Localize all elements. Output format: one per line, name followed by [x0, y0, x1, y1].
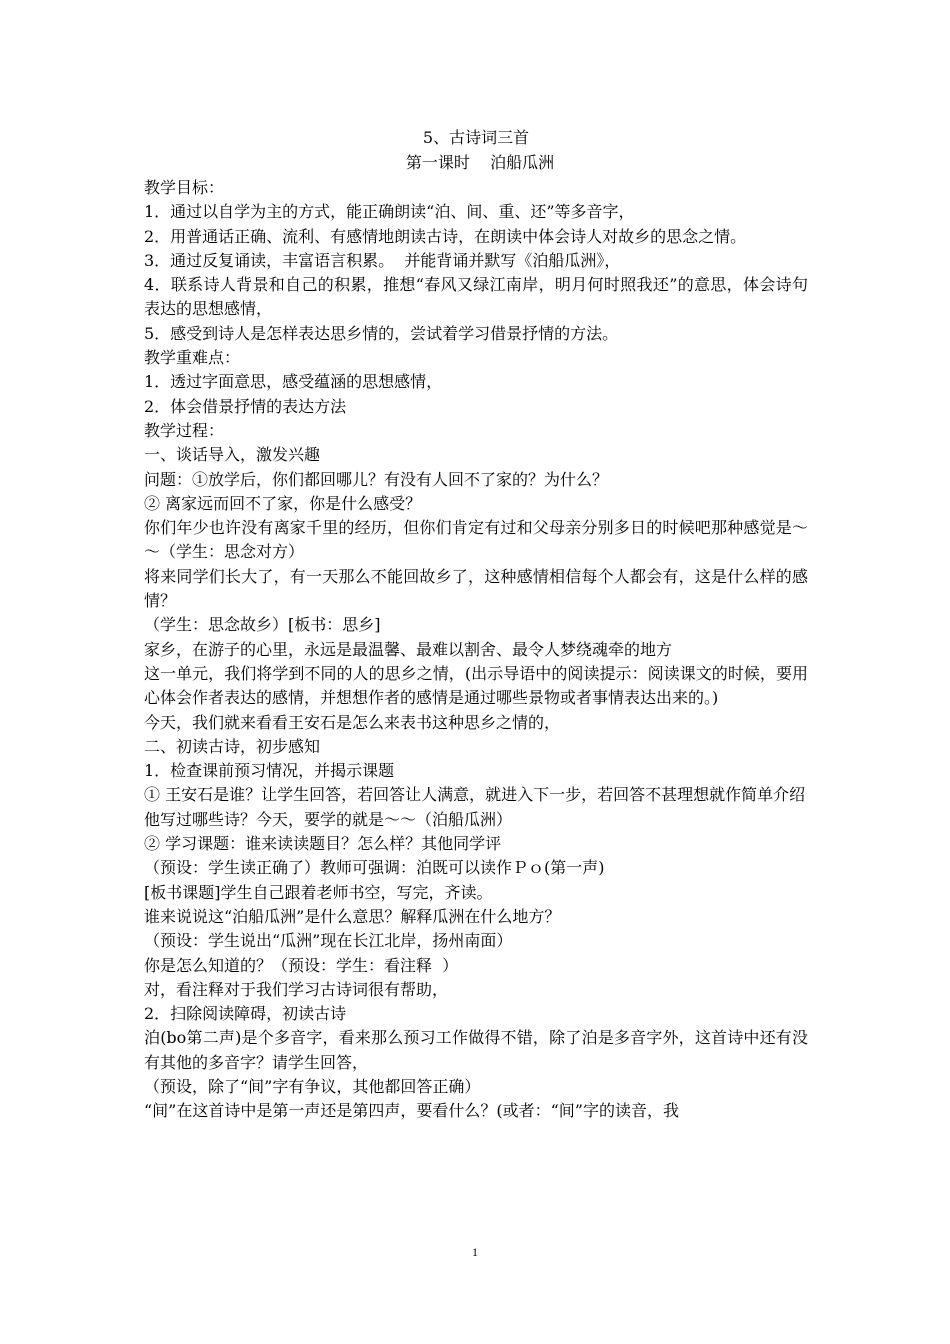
paragraph: 教学目标： [144, 178, 225, 197]
paragraph: （学生：思念故乡）[板书：思乡] [144, 615, 381, 635]
paragraph: ② 离家远而回不了家，你是什么感受？ [144, 493, 422, 513]
paragraph: 对，看注释对于我们学习古诗词很有帮助， [144, 979, 449, 999]
paragraph: 3．通过反复诵读，丰富语言积累。 并能背诵并默写《泊船瓜洲》， [144, 250, 621, 270]
paragraph: 问题：①放学后，你们都回哪儿？有没有人回不了家的？为什么？ [144, 469, 609, 489]
paragraph: “间”在这首诗中是第一声还是第四声，要看什么？(或者：“间”字的读音，我 [144, 1101, 679, 1121]
document-title: 5、古诗词三首 [422, 128, 530, 147]
paragraph: 4．联系诗人背景和自己的积累，推想“春风又绿江南岸，明月何时照我还”的意思，体会诗句表达的思想感情， [144, 275, 808, 319]
paragraph: 教学重难点： [144, 348, 241, 368]
paragraph: 2．扫除阅读障碍，初读古诗 [144, 1004, 347, 1024]
paragraph: 2．用普通话正确、流利、有感情地朗读古诗，在朗读中体会诗人对故乡的思念之情。 [144, 226, 747, 246]
document-header [144, 125, 808, 175]
paragraph: [板书课题]学生自己跟着老师书空，写完，齐读。 [144, 882, 493, 902]
paragraph: （预设：学生说出“瓜洲”现在长江北岸，扬州南面） [144, 931, 513, 951]
paragraph: 5．感受到诗人是怎样表达思乡情的，尝试着学习借景抒情的方法。 [144, 323, 619, 343]
paragraph: （预设，除了“间”字有争议，其他都回答正确） [144, 1076, 481, 1096]
paragraph: 你是怎么知道的？（预设：学生：看注释 ） [144, 955, 459, 975]
paragraph: 1．检查课前预习情况，并揭示课题 [144, 761, 395, 781]
document-body [144, 176, 808, 1124]
paragraph: 1．通过以自学为主的方式，能正确朗读“泊、间、重、还”等多音字， [144, 202, 635, 222]
document-subtitle: 第一课时 泊船瓜洲 [405, 153, 555, 172]
paragraph: 1．透过字面意思，感受蕴涵的思想感情， [144, 372, 443, 392]
paragraph: 他写过哪些诗？今天，要学的就是～～（泊船瓜洲） [144, 809, 513, 829]
paragraph: 泊(bo第二声)是个多音字，看来那么预习工作做得不错，除了泊是多音字外，这首诗中还有没有其他的多音字？请学生回答， [144, 1028, 808, 1072]
paragraph: 家乡，在游子的心里，永远是最温馨、最难以割舍、最令人梦绕魂牵的地方 [144, 639, 673, 659]
paragraph: 将来同学们长大了，有一天那么不能回故乡了，这种感情相信每个人都会有，这是什么样的感情？ [144, 566, 808, 611]
paragraph: 2．体会借景抒情的表达方法 [144, 396, 347, 416]
paragraph: 一、谈话导入，激发兴趣 [144, 445, 321, 465]
paragraph: 这一单元，我们将学到不同的人的思乡之情，(出示导语中的阅读提示：阅读课文的时候，要用心体会作者表达的感情，并想想作者的感情是通过哪些景物或者事情表达出来的。) [144, 663, 808, 708]
paragraph: ② 学习课题：谁来读读题目？怎么样？其他同学评 [144, 834, 502, 854]
paragraph: 谁来说说这“泊船瓜洲”是什么意思？解释瓜洲在什么地方？ [144, 906, 561, 926]
page-number: 1 [472, 1245, 478, 1259]
paragraph: 你们年少也许没有离家千里的经历，但你们肯定有过和父母亲分别多日的时候吧那种感觉是～～（学生：思念对方） [144, 518, 808, 562]
paragraph: 今天，我们就来看看王安石是怎么来表书这种思乡之情的， [144, 712, 561, 732]
paragraph: 二、初读古诗，初步感知 [144, 736, 321, 756]
paragraph: （预设：学生读正确了）教师可强调：泊既可以读作Ｐｏ(第一声) [144, 858, 605, 878]
paragraph: 教学过程： [144, 420, 225, 440]
paragraph: ① 王安石是谁？让学生回答，若回答让人满意，就进入下一步，若回答不甚理想就作简单介绍 [144, 785, 806, 805]
